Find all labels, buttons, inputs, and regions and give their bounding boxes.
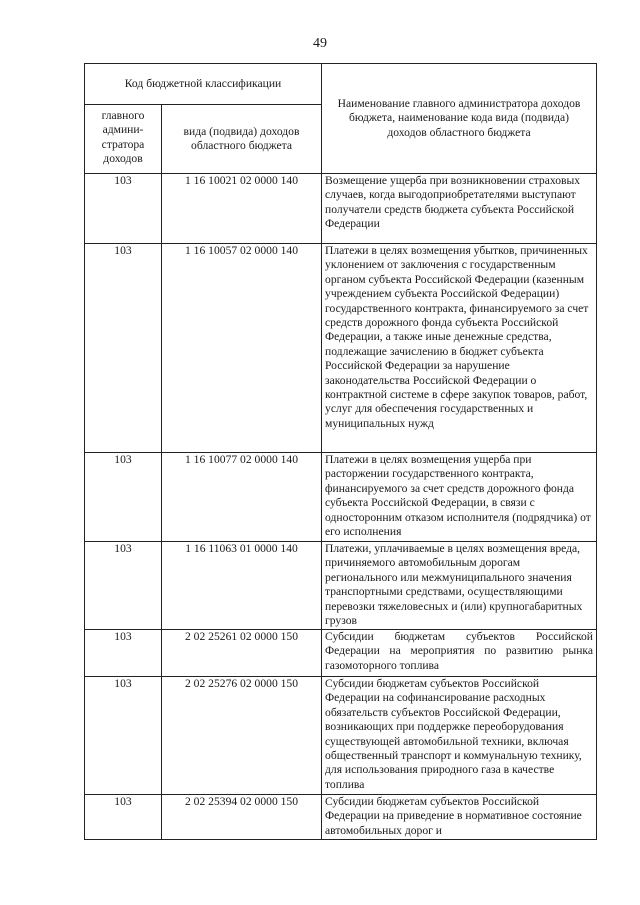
revenue-name-cell: Субсидии бюджетам субъектов Российской Федерации на мероприятия по развитию рынка газомоторного топлива bbox=[322, 630, 597, 677]
budget-classification-table bbox=[84, 63, 597, 840]
revenue-name-cell: Возмещение ущерба при возникновении страховых случаев, когда выгодоприобретателями выступают получатели средств бюджета субъекта Российской Федерации bbox=[322, 174, 597, 244]
header-budget-classification-code: Код бюджетной классификации bbox=[85, 64, 322, 105]
revenue-code-cell: 1 16 10021 02 0000 140 bbox=[162, 174, 322, 244]
revenue-name-cell: Субсидии бюджетам субъектов Российской Федерации на приведение в нормативное состояние автомобильных дорог и bbox=[322, 795, 597, 840]
revenue-code-cell: 2 02 25394 02 0000 150 bbox=[162, 795, 322, 840]
header-row-group bbox=[85, 64, 597, 105]
revenue-code-cell: 1 16 11063 01 0000 140 bbox=[162, 542, 322, 630]
admin-code-cell: 103 bbox=[85, 542, 162, 630]
table-row bbox=[85, 244, 597, 453]
revenue-code-cell: 2 02 25276 02 0000 150 bbox=[162, 677, 322, 795]
page-number: 49 bbox=[313, 36, 327, 51]
table-row bbox=[85, 174, 597, 244]
header-revenue-type-code: вида (подвида) доходов областного бюджета bbox=[162, 105, 322, 174]
table-row bbox=[85, 542, 597, 630]
table-row bbox=[85, 677, 597, 795]
revenue-code-cell: 1 16 10057 02 0000 140 bbox=[162, 244, 322, 453]
header-administrator-name: Наименование главного администратора доходов бюджета, наименование кода вида (подвида) доходов областного бюджета bbox=[322, 64, 597, 174]
revenue-name-cell: Платежи в целях возмещения убытков, причиненных уклонением от заключения с государственным органом субъекта Российской Федерации (казенным учреждением субъекта Российской Федерации) государственного контракта, финансируемого за счет средств дорожного фонда субъекта Российской Федерации, а также иные денежные средства, подлежащие зачислению в бюджет субъекта Российской Федерации за нарушение законодательства Российской Федерации о контрактной системе в сфере закупок товаров, работ, услуг для обеспечения государственных и муниципальных нужд bbox=[322, 244, 597, 453]
table-row bbox=[85, 630, 597, 677]
header-main-administrator: главного админи-стратора доходов bbox=[85, 105, 162, 174]
table-row bbox=[85, 795, 597, 840]
table-row bbox=[85, 453, 597, 542]
admin-code-cell: 103 bbox=[85, 795, 162, 840]
admin-code-cell: 103 bbox=[85, 630, 162, 677]
revenue-code-cell: 2 02 25261 02 0000 150 bbox=[162, 630, 322, 677]
admin-code-cell: 103 bbox=[85, 453, 162, 542]
revenue-name-cell: Субсидии бюджетам субъектов Российской Федерации на софинансирование расходных обязательств субъектов Российской Федерации, возникающих при поддержке переоборудования существующей автомобильной техники, включая общественный транспорт и коммунальную технику, для использования природного газа в качестве топлива bbox=[322, 677, 597, 795]
revenue-code-cell: 1 16 10077 02 0000 140 bbox=[162, 453, 322, 542]
revenue-name-cell: Платежи в целях возмещения ущерба при расторжении государственного контракта, финансируемого за счет средств дорожного фонда субъекта Российской Федерации, в связи с односторонним отказом исполнителя (подрядчика) от его исполнения bbox=[322, 453, 597, 542]
revenue-name-cell: Платежи, уплачиваемые в целях возмещения вреда, причиняемого автомобильным дорогам регионального или межмуниципального значения транспортными средствами, осуществляющими перевозки тяжеловесных и (или) крупногабаритных грузов bbox=[322, 542, 597, 630]
admin-code-cell: 103 bbox=[85, 677, 162, 795]
admin-code-cell: 103 bbox=[85, 244, 162, 453]
admin-code-cell: 103 bbox=[85, 174, 162, 244]
